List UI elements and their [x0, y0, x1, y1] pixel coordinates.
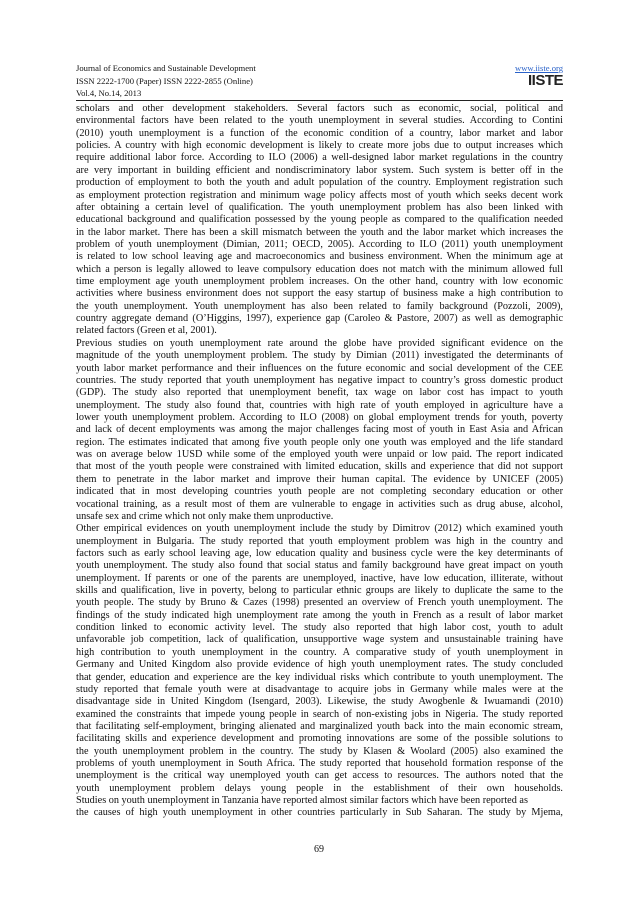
text-line: related factors (Green et al, 2001). [76, 325, 217, 337]
text-line: unsafe sex and crime which not only make them unproductive. [76, 510, 334, 522]
text-line: policies. A country with high economic development is likely to create more jobs due to output increases which [76, 140, 563, 152]
text-line: Germany and United Kingdom also provide evidence of high youth unemployment rates. The study concluded [76, 659, 563, 671]
text-line: Other empirical evidences on youth unemployment include the study by Dimitrov (2012) which examined youth [76, 523, 563, 535]
text-line: study reported that female youth were at disadvantage to acquire jobs in Germany while males were at the [76, 683, 563, 695]
text-line: skills and qualification, live in poverty, belong to particular ethnic groups are likely to duplicate the same to the [76, 585, 563, 597]
text-line: that most of the youth people were constrained with limited education, skills and experience that did not support [76, 461, 563, 473]
text-line: educational background and qualification possessed by the young people as compared to the qualification needed [76, 214, 563, 226]
text-line: problems of youth unemployment in South Africa. The study reported that household formation response of the [76, 758, 563, 770]
text-line: indicated that in most developing countries youth people are not completing secondary education or other [76, 486, 563, 498]
text-line: problem of youth unemployment (Dimian, 2011; OECD, 2005). According to ILO (2011) youth unemployment [76, 238, 563, 250]
text-line: Previous studies on youth unemployment rate around the globe have provided significant evidence on the [76, 337, 563, 349]
text-line: youth people. The study by Bruno & Cazes (1998) presented an overview of French youth unemployment. The [76, 597, 563, 609]
page-number: 69 [314, 844, 324, 855]
text-line: environmental factors have been related to the youth unemployment in several studies. According to Contini [76, 115, 563, 127]
header-divider [76, 100, 563, 101]
text-line: them to penetrate in the labor market and improve their human capital. The evidence by UNICEF (2005) [76, 473, 563, 485]
text-line: the causes of high youth unemployment in other countries particularly in Sub Saharan. The study by Mjema, [76, 807, 563, 819]
text-line: facilitating skills and experience development and promoting innovations are some of the possible solutions to [76, 733, 563, 745]
text-line: are very important in building efficient and nondiscriminatory labor system. Such system is better off in the [76, 164, 563, 176]
text-line: disadvantage side in United Kingdom (Isengard, 2003). Likewise, the study Awogbenle & Iwuamandi (2010) [76, 696, 563, 708]
text-line: after obtaining a certain level of qualification. The youth unemployment problem has also been linked with [76, 201, 563, 213]
text-line: factors such as early school leaving age, low education quality and business cycle were the key determinants of [76, 547, 563, 559]
body-text [76, 103, 563, 820]
text-line: vocational training, as a result most of them are vulnerable to engage in activities such as drug abuse, alcohol, [76, 498, 563, 510]
text-line: youth unemployment problem delays young people in the establishment of their own households. [76, 782, 563, 794]
text-line: require additional labor force. According to ILO (2006) a well-designed labor market regulations in the country [76, 152, 563, 164]
journal-title: Journal of Economics and Sustainable Development [76, 63, 256, 73]
journal-info [76, 62, 563, 100]
iiste-logo: IISTE [527, 72, 563, 89]
text-line: unemployment. If parents or one of the parents are unemployed, inactive, have low education, illiterate, without [76, 572, 563, 584]
text-line: (2010) youth unemployment is a function of the economic condition of a country, labor market and labor [76, 127, 563, 139]
text-line: time employment age youth unemployment problem increases. On the other hand, country with low economic [76, 276, 563, 288]
text-line: unemployment. The study also found that, countries with high rate of youth employed in agriculture have a [76, 399, 563, 411]
text-line: in the labor market. There has been a skill mismatch between the youth and the labor market which increases the [76, 226, 563, 238]
text-line: examined the constraints that impede young people in search of non-existing jobs in Nigeria. The study reported [76, 708, 563, 720]
text-line: that gender, education and experience are the key individual risks which contribute to youth unemployment. The [76, 671, 563, 683]
text-line: high contribution to youth unemployment in the country. A comparative study of youth unemployment in [76, 646, 563, 658]
text-line: youth labor market performance and their influences on the future economic and social development of the CEE [76, 362, 563, 374]
text-line: (GDP). The study also reported that unemployment benefit, tax wage on labor cost has impact to youth [76, 387, 563, 399]
text-line: magnitude of the youth unemployment problem. The study by Dimian (2011) investigated the determinants of [76, 350, 563, 362]
text-line: unfavorable job competition, lack of qualification, unsupportive wage system and unsustainable training have [76, 634, 563, 646]
text-line: that facilitating self-employment, bringing alienated and marginalized youth back into the main economic stream, [76, 720, 563, 732]
issn-line: ISSN 2222-1700 (Paper) ISSN 2222-2855 (Online) [76, 75, 253, 86]
text-line: countries. The study reported that youth unemployment has negative impact to country’s gross domestic product [76, 374, 563, 386]
text-line: as employment protection registration and minimum wage policy affects most of youth which seeks decent work [76, 189, 563, 201]
text-line: region. The estimates indicated that among five youth people only one youth was employed and the life standard [76, 436, 563, 448]
text-line: the youth unemployment problem in the country. The study by Klasen & Woolard (2005) also examined the [76, 745, 563, 757]
text-line: was on average below 1USD while some of the employed youth were unpaid or low paid. The report indicated [76, 449, 563, 461]
volume-line: Vol.4, No.14, 2013 [76, 88, 142, 99]
text-line: unemployment in Bulgaria. The study reported that youth employment problem was high in the country and [76, 535, 563, 547]
text-line: condition linked to economic activity level. The study also reported that high labor cost, youth to adult [76, 622, 563, 634]
text-line: Studies on youth unemployment in Tanzania have reported almost similar factors which have been reported as [76, 795, 528, 807]
text-line: scholars and other development stakeholders. Several factors such as economic, social, political and [76, 103, 563, 114]
text-line: lower youth unemployment problem. According to ILO (2008) on global employment trends for youth, poverty [76, 411, 563, 423]
text-line: the youth unemployment. Youth unemployment has also been related to family background (Pozzoli, 2009), [76, 300, 563, 312]
text-line: findings of the study indicated high unemployment rate among the youth in French as a result of labor market [76, 609, 563, 621]
text-line: and lack of decent employments was among the major challenges facing most of youth in East Asia and African [76, 424, 563, 436]
text-line: production of employment to both the youth and adult population of the country. Employment registration such [76, 177, 563, 189]
text-line: country aggregate demand (O’Higgins, 1997), experience gap (Caroleo & Pastore, 2007) as well as demographic [76, 313, 563, 325]
text-line: unemployment is the critical way unemployed youth can get access to resources. The authors noted that the [76, 770, 563, 782]
running-header [76, 62, 563, 100]
text-line: activities where business environment does not support the easy startup of business make a high contribution to [76, 288, 563, 300]
journal-url-link[interactable]: www.iiste.org [515, 63, 563, 73]
text-line: is related to low school leaving age and macroeconomics and business environment. When the minimum age at [76, 251, 563, 263]
text-line: youth unemployment. The study also found that social status and family background have great impact on youth [76, 560, 563, 572]
text-line: which a person is legally allowed to leave compulsory education does not match with the minimum allowed full [76, 263, 563, 275]
